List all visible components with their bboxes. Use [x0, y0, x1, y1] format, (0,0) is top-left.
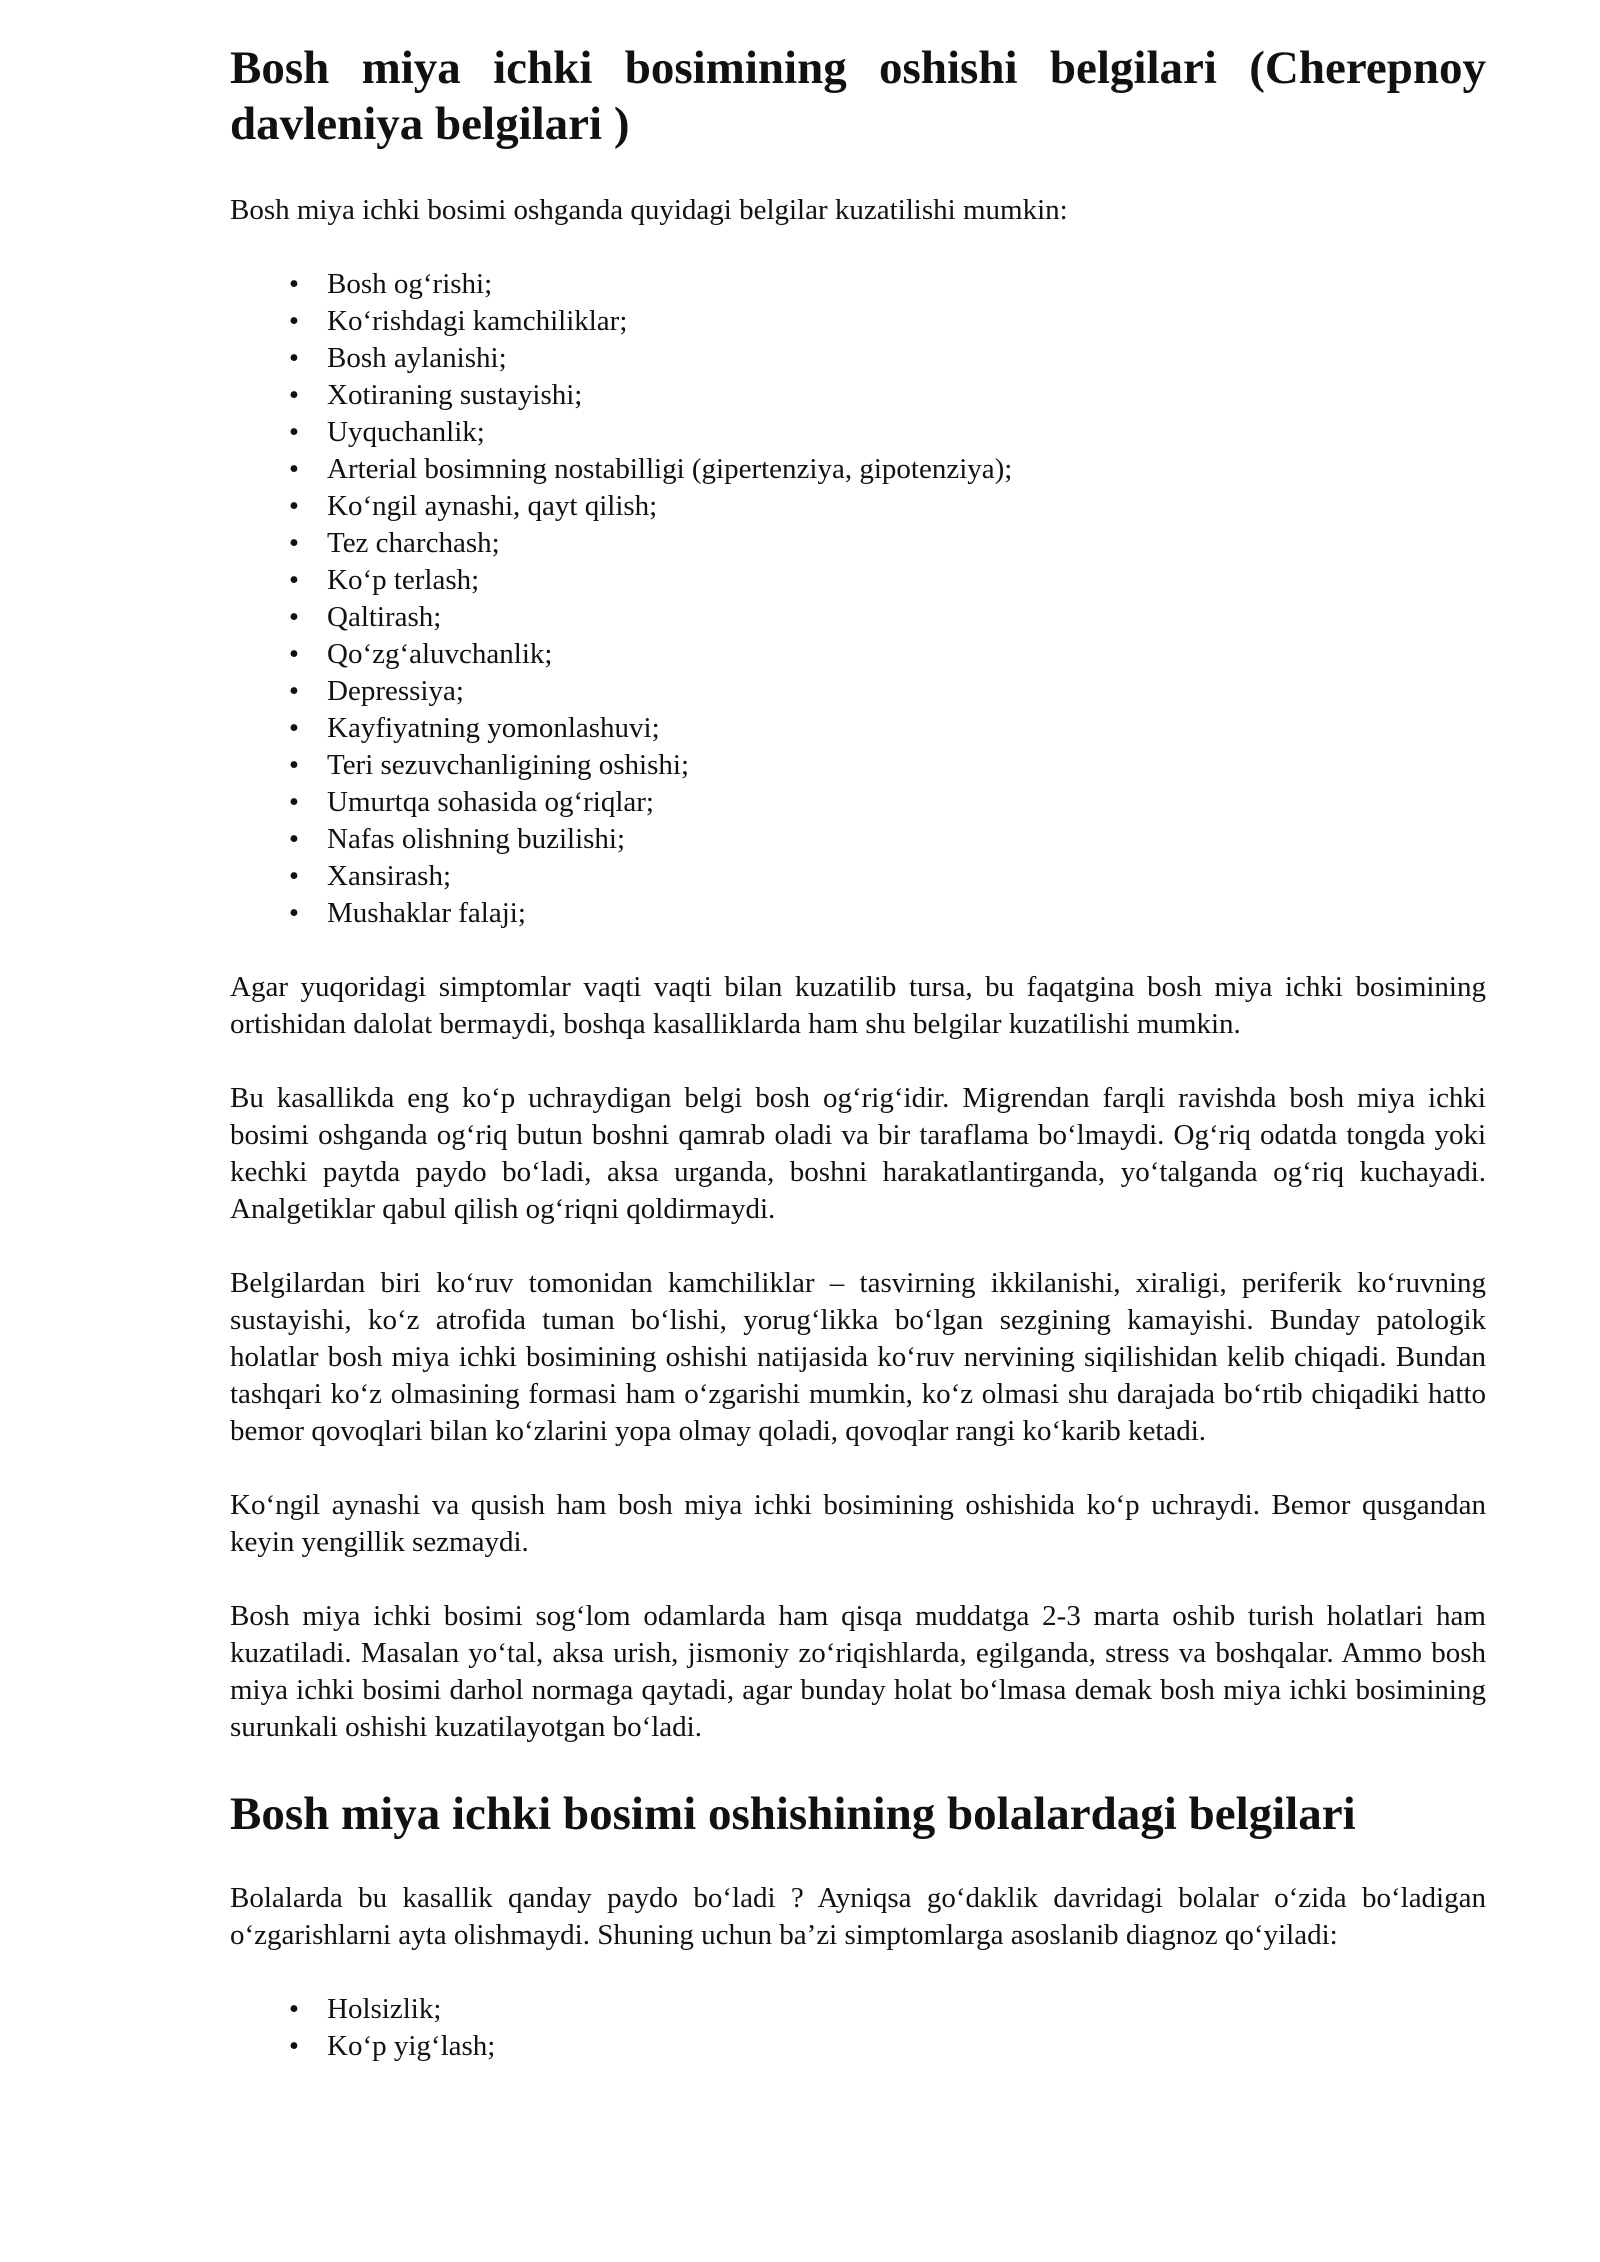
body-paragraph: Agar yuqoridagi simptomlar vaqti vaqti bilan kuzatilib tursa, bu faqatgina bosh miya ichki bosimining ortishidan dalolat bermaydi, boshqa kasalliklarda ham shu belgilar kuzatilishi mumkin.	[230, 971, 1486, 1040]
list-item	[230, 636, 1486, 673]
bullet-icon: •	[288, 749, 300, 781]
body-paragraph: Belgilardan biri ko‘ruv tomonidan kamchiliklar – tasvirning ikkilanishi, xiraligi, periferik ko‘ruvning sustayishi, ko‘z atrofida tuman bo‘lishi, yorug‘likka bo‘lgan sezgining kamayishi. Bunday patologik holatlar bosh miya ichki bosimining oshishi natijasida ko‘ruv nervining siqilishidan kelib chiqadi. Bundan tashqari ko‘z olmasining formasi ham o‘zgarishi mumkin, ko‘z olmasi shu darajada bo‘rtib chiqadiki hatto bemor qovoqlari bilan ko‘zlarini yopa olmay qoladi, qovoqlar rangi ko‘karib ketadi.	[230, 1267, 1486, 1447]
bullet-icon: •	[288, 675, 300, 707]
bullet-icon: •	[288, 379, 300, 411]
children-intro-paragraph: Bolalarda bu kasallik qanday paydo bo‘ladi ? Ayniqsa go‘daklik davridagi bolalar o‘zida bo‘ladigan o‘zgarishlarni ayta olishmaydi. Shuning uchun ba’zi simptomlarga asoslanib diagnoz qo‘yiladi:	[230, 1882, 1486, 1951]
bullet-icon: •	[288, 860, 300, 892]
list-item-text: Teri sezuvchanligining oshishi;	[327, 749, 690, 781]
list-item	[230, 673, 1486, 710]
list-item-text: Bosh og‘rishi;	[327, 268, 493, 300]
list-item	[230, 747, 1486, 784]
list-item	[230, 266, 1486, 303]
list-item-text: Nafas olishning buzilishi;	[327, 823, 626, 855]
bullet-icon: •	[288, 897, 300, 929]
list-item	[230, 821, 1486, 858]
body-paragraph: Ko‘ngil aynashi va qusish ham bosh miya ichki bosimining oshishida ko‘p uchraydi. Bemor qusgandan keyin yengillik sezmaydi.	[230, 1489, 1486, 1558]
list-item-text: Arterial bosimning nostabilligi (gipertenziya, gipotenziya);	[327, 453, 1013, 485]
list-item	[230, 599, 1486, 636]
bullet-icon: •	[288, 2030, 300, 2062]
list-item	[230, 488, 1486, 525]
bullet-icon: •	[288, 712, 300, 744]
main-heading: Bosh miya ichki bosimining oshishi belgilari (Cherepnoy davleniya belgilari )	[230, 42, 1486, 150]
body-paragraph: Bu kasallikda eng ko‘p uchraydigan belgi bosh og‘rig‘idir. Migrendan farqli ravishda bosh miya ichki bosimi oshganda og‘riq butun boshni qamrab oladi va bir taraflama bo‘lmaydi. Og‘riq odatda tongda yoki kechki paytda paydo bo‘ladi, aksa urganda, boshni harakatlantirganda, yo‘talganda og‘riq kuchayadi. Analgetiklar qabul qilish og‘riqni qoldirmaydi.	[230, 1082, 1486, 1225]
bullet-icon: •	[288, 268, 300, 300]
section-heading: Bosh miya ichki bosimi oshishining bolalardagi belgilari	[230, 1788, 1356, 1840]
list-item-text: Kayfiyatning yomonlashuvi;	[327, 712, 660, 744]
list-item-text: Depressiya;	[327, 675, 464, 707]
list-item-text: Ko‘rishdagi kamchiliklar;	[327, 305, 628, 337]
bullet-icon: •	[288, 342, 300, 374]
list-item	[230, 895, 1486, 932]
list-item-text: Bosh aylanishi;	[327, 342, 507, 374]
list-item-text: Xotiraning sustayishi;	[327, 379, 583, 411]
list-item	[230, 784, 1486, 821]
children-symptoms-list	[230, 1991, 1486, 2065]
symptoms-list	[230, 266, 1486, 932]
list-item-text: Mushaklar falaji;	[327, 897, 526, 929]
list-item	[230, 562, 1486, 599]
list-item	[230, 377, 1486, 414]
list-item	[230, 1991, 1486, 2028]
bullet-icon: •	[288, 305, 300, 337]
list-item	[230, 303, 1486, 340]
bullet-icon: •	[288, 564, 300, 596]
list-item-text: Xansirash;	[327, 860, 452, 892]
bullet-icon: •	[288, 638, 300, 670]
body-paragraph: Bosh miya ichki bosimi sog‘lom odamlarda ham qisqa muddatga 2-3 marta oshib turish holatlari ham kuzatiladi. Masalan yo‘tal, aksa urish, jismoniy zo‘riqishlarda, egilganda, stress va boshqalar. Ammo bosh miya ichki bosimi darhol normaga qaytadi, agar bunday holat bo‘lmasa demak bosh miya ichki bosimining surunkali oshishi kuzatilayotgan bo‘ladi.	[230, 1600, 1486, 1743]
bullet-icon: •	[288, 416, 300, 448]
list-item-text: Holsizlik;	[327, 1993, 442, 2025]
list-item	[230, 451, 1486, 488]
list-item-text: Ko‘p yig‘lash;	[327, 2030, 496, 2062]
list-item	[230, 710, 1486, 747]
list-item	[230, 525, 1486, 562]
list-item	[230, 858, 1486, 895]
intro-paragraph: Bosh miya ichki bosimi oshganda quyidagi belgilar kuzatilishi mumkin:	[230, 194, 1068, 226]
list-item-text: Qaltirash;	[327, 601, 442, 633]
list-item	[230, 414, 1486, 451]
list-item-text: Tez charchash;	[327, 527, 500, 559]
bullet-icon: •	[288, 453, 300, 485]
list-item-text: Uyquchanlik;	[327, 416, 485, 448]
bullet-icon: •	[288, 823, 300, 855]
bullet-icon: •	[288, 601, 300, 633]
bullet-icon: •	[288, 1993, 300, 2025]
bullet-icon: •	[288, 527, 300, 559]
list-item-text: Ko‘ngil aynashi, qayt qilish;	[327, 490, 658, 522]
list-item-text: Umurtqa sohasida og‘riqlar;	[327, 786, 654, 818]
list-item	[230, 2028, 1486, 2065]
bullet-icon: •	[288, 490, 300, 522]
document-page	[230, 40, 1486, 2102]
list-item	[230, 340, 1486, 377]
bullet-icon: •	[288, 786, 300, 818]
list-item-text: Ko‘p terlash;	[327, 564, 480, 596]
list-item-text: Qo‘zg‘aluvchanlik;	[327, 638, 553, 670]
